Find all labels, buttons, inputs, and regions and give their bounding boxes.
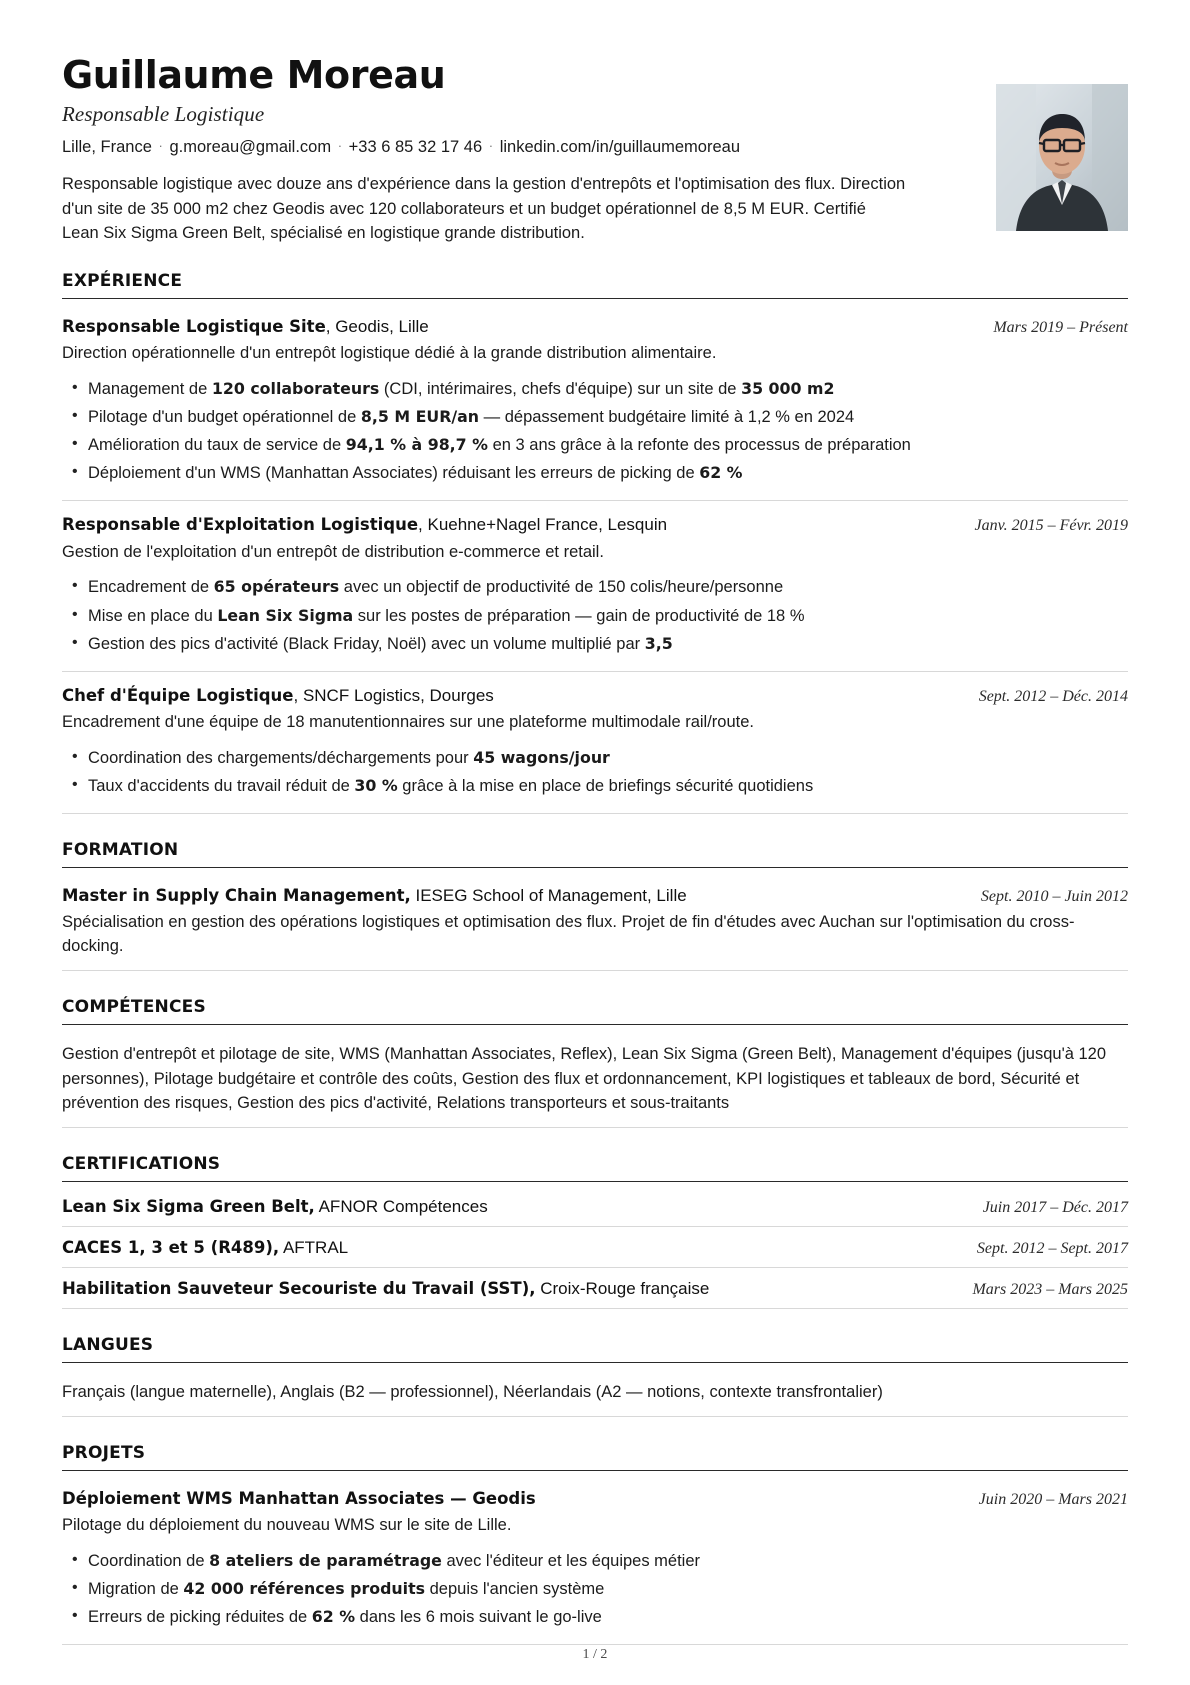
page-title: Guillaume Moreau: [62, 53, 446, 97]
list-item: • Encadrement de 65 opérateurs avec un objectif de productivité de 150 colis/heure/personne: [62, 575, 1128, 600]
certification-issuer: Croix-Rouge française: [535, 1279, 710, 1299]
contact-phone[interactable]: +33 6 85 32 17 46: [348, 137, 483, 156]
entry-header: [62, 1488, 1128, 1510]
certification-date: Juin 2017 – Déc. 2017: [982, 1199, 1128, 1217]
list-item: • Migration de 42 000 références produits depuis l'ancien système: [62, 1577, 1128, 1602]
list-item: • Coordination des chargements/déchargements pour 45 wagons/jour: [62, 746, 1128, 771]
list-item: • Erreurs de picking réduites de 62 % dans les 6 mois suivant le go-live: [62, 1605, 1128, 1630]
list-item: • Pilotage d'un budget opérationnel de 8,5 M EUR/an — dépassement budgétaire limité à 1,2 % en 2024: [62, 405, 1128, 430]
entry-description: Spécialisation en gestion des opérations logistiques et optimisation des flux. Projet de fin d'études avec Auchan sur l'optimisation du cross-docking.: [62, 912, 1075, 955]
entry-title: [62, 316, 429, 338]
entry-description: Pilotage du déploiement du nouveau WMS sur le site de Lille.: [62, 1515, 512, 1534]
list-item: • Coordination de 8 ateliers de paramétrage avec l'éditeur et les équipes métier: [62, 1549, 1128, 1574]
list-item: • Management de 120 collaborateurs (CDI, intérimaires, chefs d'équipe) sur un site de 35 000 m2: [62, 377, 1128, 402]
section-competences: [62, 997, 1128, 1128]
experience-entry: [62, 672, 1128, 814]
list-item: • Déploiement d'un WMS (Manhattan Associates) réduisant les erreurs de picking de 62 %: [62, 461, 1128, 486]
page-footer: 1 / 2: [582, 1647, 608, 1663]
contact-email[interactable]: g.moreau@gmail.com: [169, 137, 332, 156]
projet-name: Déploiement WMS Manhattan Associates — Geodis: [62, 1488, 536, 1508]
profile-summary: Responsable logistique avec douze ans d'expérience dans la gestion d'entrepôts et l'optimisation des flux. Direction d'un site de 35 000 m2 chez Geodis avec 120 collaborateurs et un budget opérationnel de 8,5 M EUR. Certifié Lean Six Sigma Green Belt, spécialisé en logistique grande distribution.: [62, 175, 906, 242]
entry-company: , SNCF Logistics, Dourges: [293, 685, 494, 705]
competences-text: Gestion d'entrepôt et pilotage de site, WMS (Manhattan Associates, Reflex), Lean Six Sigma (Green Belt), Management d'équipes (jusqu'à 120 personnes), Pilotage budgétaire et contrôle des coûts, Gestion des flux et ordonnancement, KPI logistiques et tableaux de bord, Sécurité et prévention des risques, Gestion des pics d'activité, Relations transporteurs et sous-traitants: [62, 1029, 1128, 1128]
formation-entry: [62, 872, 1128, 971]
entry-role: Chef d'Équipe Logistique: [62, 685, 294, 705]
entry-title: [62, 885, 687, 907]
entry-description: Direction opérationnelle d'un entrepôt logistique dédié à la grande distribution alimentaire.: [62, 344, 717, 363]
section-title-projets: PROJETS: [62, 1443, 1128, 1471]
entry-date: Juin 2020 – Mars 2021: [978, 1490, 1128, 1508]
entry-school: IESEG School of Management, Lille: [410, 885, 687, 905]
contact-separator: ·: [485, 137, 497, 153]
experience-entry: [62, 303, 1128, 501]
certification-title: Lean Six Sigma Green Belt,: [62, 1197, 315, 1217]
experience-entry: [62, 501, 1128, 671]
certification-title: Habilitation Sauveteur Secouriste du Travail (SST),: [62, 1279, 536, 1299]
certification-name: [62, 1279, 709, 1299]
entry-bullets: [62, 575, 1128, 656]
entry-title: [62, 1488, 536, 1510]
certification-row: [62, 1227, 1128, 1268]
list-item: • Amélioration du taux de service de 94,1 % à 98,7 % en 3 ans grâce à la refonte des processus de préparation: [62, 433, 1128, 458]
entry-company: , Geodis, Lille: [325, 317, 429, 337]
section-title-langues: LANGUES: [62, 1335, 1128, 1363]
contact-linkedin[interactable]: linkedin.com/in/guillaumemoreau: [499, 137, 740, 156]
entry-date: Sept. 2012 – Déc. 2014: [978, 687, 1128, 705]
entry-description: Gestion de l'exploitation d'un entrepôt de distribution e-commerce et retail.: [62, 542, 604, 561]
certification-issuer: AFTRAL: [279, 1238, 349, 1258]
section-projets: [62, 1443, 1128, 1645]
contact-location: Lille, France: [62, 137, 152, 156]
portrait-photo-icon: [996, 84, 1128, 231]
certification-date: Mars 2023 – Mars 2025: [972, 1281, 1128, 1299]
entry-header: [62, 885, 1128, 907]
entry-description: Encadrement d'une équipe de 18 manutentionnaires sur une plateforme multimodale rail/route.: [62, 712, 754, 731]
entry-bullets: [62, 377, 1128, 486]
certification-issuer: AFNOR Compétences: [314, 1197, 488, 1217]
entry-header: [62, 685, 1128, 707]
entry-role: Responsable Logistique Site: [62, 317, 326, 337]
section-formation: [62, 840, 1128, 971]
entry-header: [62, 514, 1128, 536]
entry-date: Janv. 2015 – Févr. 2019: [974, 517, 1128, 535]
entry-title: [62, 514, 667, 536]
avatar: [996, 84, 1128, 231]
section-title-formation: FORMATION: [62, 840, 1128, 868]
langues-text: Français (langue maternelle), Anglais (B2 — professionnel), Néerlandais (A2 — notions, contexte transfrontalier): [62, 1367, 1128, 1417]
certification-name: [62, 1197, 488, 1217]
entry-title: [62, 685, 494, 707]
entry-date: Sept. 2010 – Juin 2012: [980, 887, 1128, 905]
certification-row: [62, 1186, 1128, 1227]
list-item: • Taux d'accidents du travail réduit de 30 % grâce à la mise en place de briefings sécurité quotidiens: [62, 774, 1128, 799]
certification-date: Sept. 2012 – Sept. 2017: [976, 1240, 1128, 1258]
contact-separator: ·: [154, 137, 167, 153]
entry-bullets: [62, 746, 1128, 799]
section-certifications: [62, 1154, 1128, 1309]
job-title: Responsable Logistique: [62, 101, 265, 126]
contact-separator: ·: [334, 137, 346, 153]
section-title-experience: EXPÉRIENCE: [62, 271, 1128, 299]
entry-header: [62, 316, 1128, 338]
entry-date: Mars 2019 – Présent: [993, 319, 1128, 337]
list-item: • Mise en place du Lean Six Sigma sur les postes de préparation — gain de productivité de 18 %: [62, 604, 1128, 629]
resume-header: [62, 53, 1128, 245]
entry-degree: Master in Supply Chain Management,: [62, 885, 411, 905]
section-experience: [62, 271, 1128, 814]
section-langues: [62, 1335, 1128, 1417]
entry-company: , Kuehne+Nagel France, Lesquin: [418, 515, 668, 535]
certification-title: CACES 1, 3 et 5 (R489),: [62, 1238, 280, 1258]
section-title-competences: COMPÉTENCES: [62, 997, 1128, 1025]
contact-line: [62, 137, 1128, 158]
list-item: • Gestion des pics d'activité (Black Friday, Noël) avec un volume multiplié par 3,5: [62, 632, 1128, 657]
certification-row: [62, 1268, 1128, 1309]
entry-bullets: [62, 1549, 1128, 1630]
section-title-certifications: CERTIFICATIONS: [62, 1154, 1128, 1182]
projet-entry: [62, 1475, 1128, 1645]
certification-name: [62, 1238, 348, 1258]
entry-role: Responsable d'Exploitation Logistique: [62, 515, 419, 535]
experience-entries: [62, 303, 1128, 814]
